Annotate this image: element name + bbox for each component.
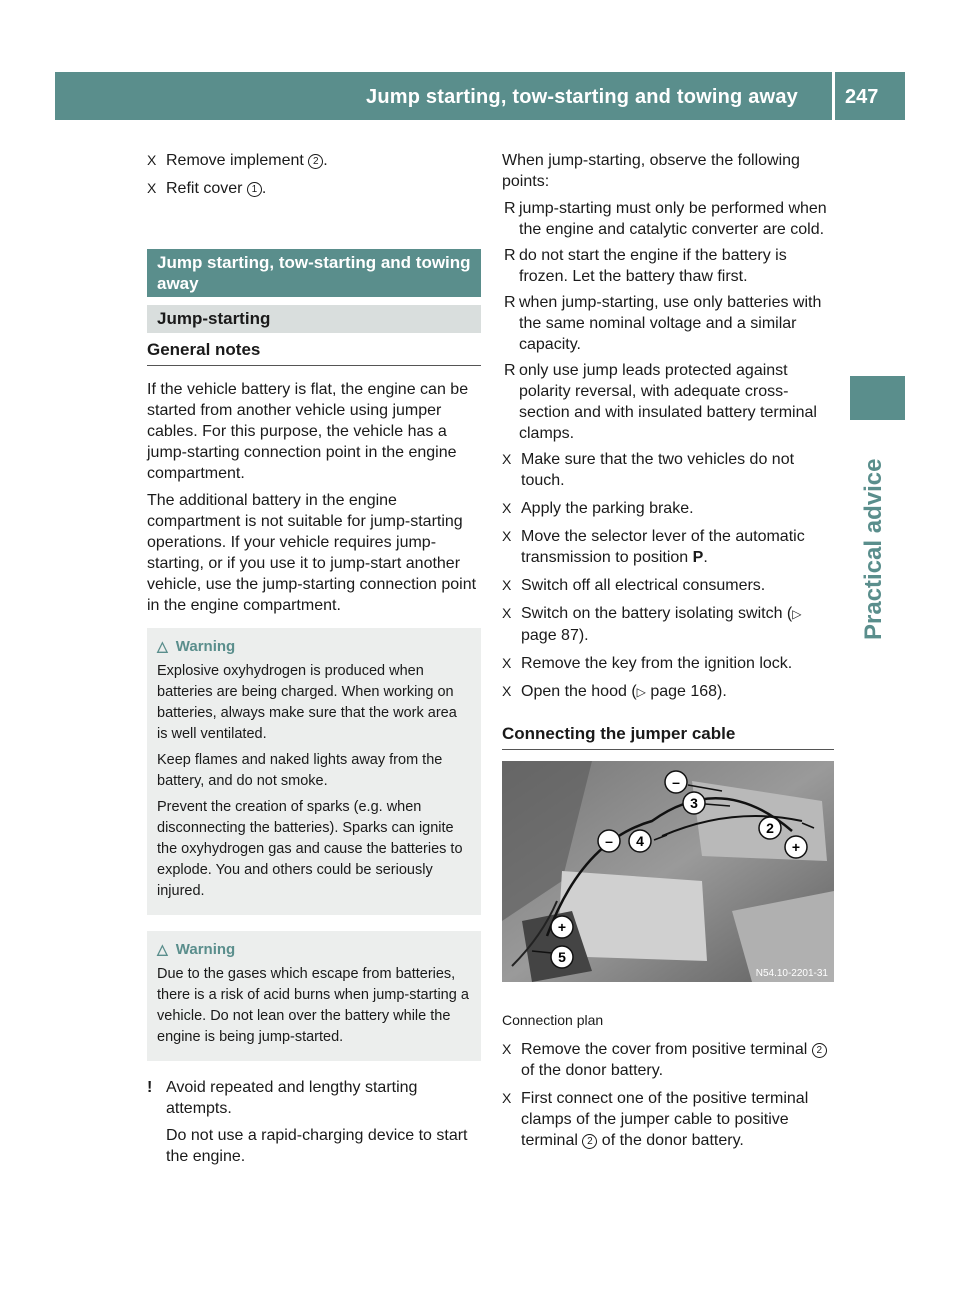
running-header-title: Jump starting, tow-starting and towing away: [366, 86, 798, 108]
label-plus-right: +: [791, 839, 801, 855]
step-item: X Remove the cover from positive terminal 2 of the donor battery.: [502, 1039, 834, 1081]
callout-number: 2: [582, 1134, 597, 1149]
figure-caption: Connection plan: [502, 1012, 604, 1028]
general-notes-heading: General notes: [147, 339, 481, 366]
step-remove-implement: X Remove implement 2 .: [147, 152, 328, 169]
subsection-heading: Jump-starting: [147, 305, 481, 333]
label-minus-left: –: [605, 833, 613, 849]
step-item: X First connect one of the positive terminal clamps of the jumper cable to positive terminal 2 of the donor battery.: [502, 1090, 809, 1149]
step-mark: X: [147, 180, 157, 196]
side-tab-marker: [850, 376, 905, 420]
intro-text: When jump-starting, observe the following points:: [502, 152, 800, 190]
label-3: 3: [690, 795, 698, 811]
connecting-heading: Connecting the jumper cable: [502, 723, 834, 750]
left-column: [147, 150, 481, 1173]
callout-number: 2: [308, 154, 323, 169]
figure-code: N54.10-2201-31: [755, 968, 828, 979]
warning-icon: △: [157, 941, 168, 957]
step-item: X Remove the key from the ignition lock.: [502, 655, 793, 672]
note-text: Avoid repeated and lengthy starting attempts.: [166, 1079, 418, 1117]
step-item: X Switch off all electrical consumers.: [502, 577, 766, 594]
callout-number: 1: [247, 182, 262, 197]
label-plus-bottom: +: [557, 919, 567, 935]
bullet-item: R only use jump leads protected against polarity reversal, with adequate cross-section and with insulated battery terminal clamps.: [504, 362, 817, 442]
side-chapter-label: Practical advice: [860, 458, 887, 640]
section-heading: Jump starting, tow-starting and towing away: [147, 249, 481, 297]
label-5: 5: [558, 949, 566, 965]
warning-text: Explosive oxyhydrogen is produced when batteries are being charged. When working on batteries, always make sure that the work area is well ventilated.: [157, 663, 457, 742]
jumper-cable-connection-photo: [502, 761, 834, 982]
step-item: X Move the selector lever of the automatic transmission to position P.: [502, 528, 805, 566]
warning-text: Keep flames and naked lights away from the battery, and do not smoke.: [157, 752, 443, 789]
step-refit-cover: X Refit cover 1 .: [147, 180, 267, 197]
step-item: X Open the hood (▷ page 168).: [502, 683, 727, 700]
paragraph: The additional battery in the engine compartment is not suitable for jump-starting operations. If your vehicle requires jump-starting, or if you use it to jump-start another vehicle, use the jump-starting connection point in the engine compartment.: [147, 492, 477, 614]
warning-text: Prevent the creation of sparks (e.g. when disconnecting the batteries). Sparks can ignite the oxyhydrogen gas and cause the batteries to explode. You and others could be seriously injured.: [157, 799, 463, 899]
page-ref-link[interactable]: page 87).: [521, 627, 589, 644]
page-number: 247: [845, 86, 879, 108]
page-ref-arrow-icon: ▷: [636, 685, 646, 699]
bullet-item: R when jump-starting, use only batteries with the same nominal voltage and a similar capacity.: [504, 294, 822, 353]
step-item: X Make sure that the two vehicles do not touch.: [502, 451, 795, 489]
page-ref-link[interactable]: page 168).: [645, 683, 727, 700]
caution-note: [147, 1077, 481, 1167]
callout-number: 2: [812, 1043, 827, 1058]
bullet-item: R do not start the engine if the battery is frozen. Let the battery thaw first.: [504, 247, 787, 285]
warning-box: [147, 628, 481, 915]
warning-box: [147, 931, 481, 1061]
caution-mark: !: [147, 1079, 153, 1096]
paragraph: If the vehicle battery is flat, the engine can be started from another vehicle using jumper cables. For this purpose, the vehicle has a jump-starting connection point in the engine compartment.: [147, 381, 469, 482]
label-minus-top: –: [672, 774, 680, 790]
right-column: [502, 150, 834, 1158]
warning-text: Due to the gases which escape from batteries, there is a risk of acid burns when jump-starting a vehicle. Do not lean over the battery while the engine is being jump-started.: [157, 966, 469, 1045]
warning-icon: △: [157, 638, 168, 654]
header-divider: [832, 72, 835, 120]
step-mark: X: [147, 152, 157, 168]
step-item: X Apply the parking brake.: [502, 500, 694, 517]
bullet-item: R jump-starting must only be performed when the engine and catalytic converter are cold.: [504, 200, 827, 238]
page-ref-arrow-icon: ▷: [792, 607, 802, 621]
note-text: Do not use a rapid-charging device to start the engine.: [166, 1127, 468, 1165]
label-2: 2: [766, 820, 774, 836]
label-4: 4: [636, 833, 644, 849]
warning-title: △ Warning: [157, 638, 236, 655]
warning-title: △ Warning: [157, 941, 236, 958]
step-item: X Switch on the battery isolating switch (▷ page 87).: [502, 605, 802, 644]
